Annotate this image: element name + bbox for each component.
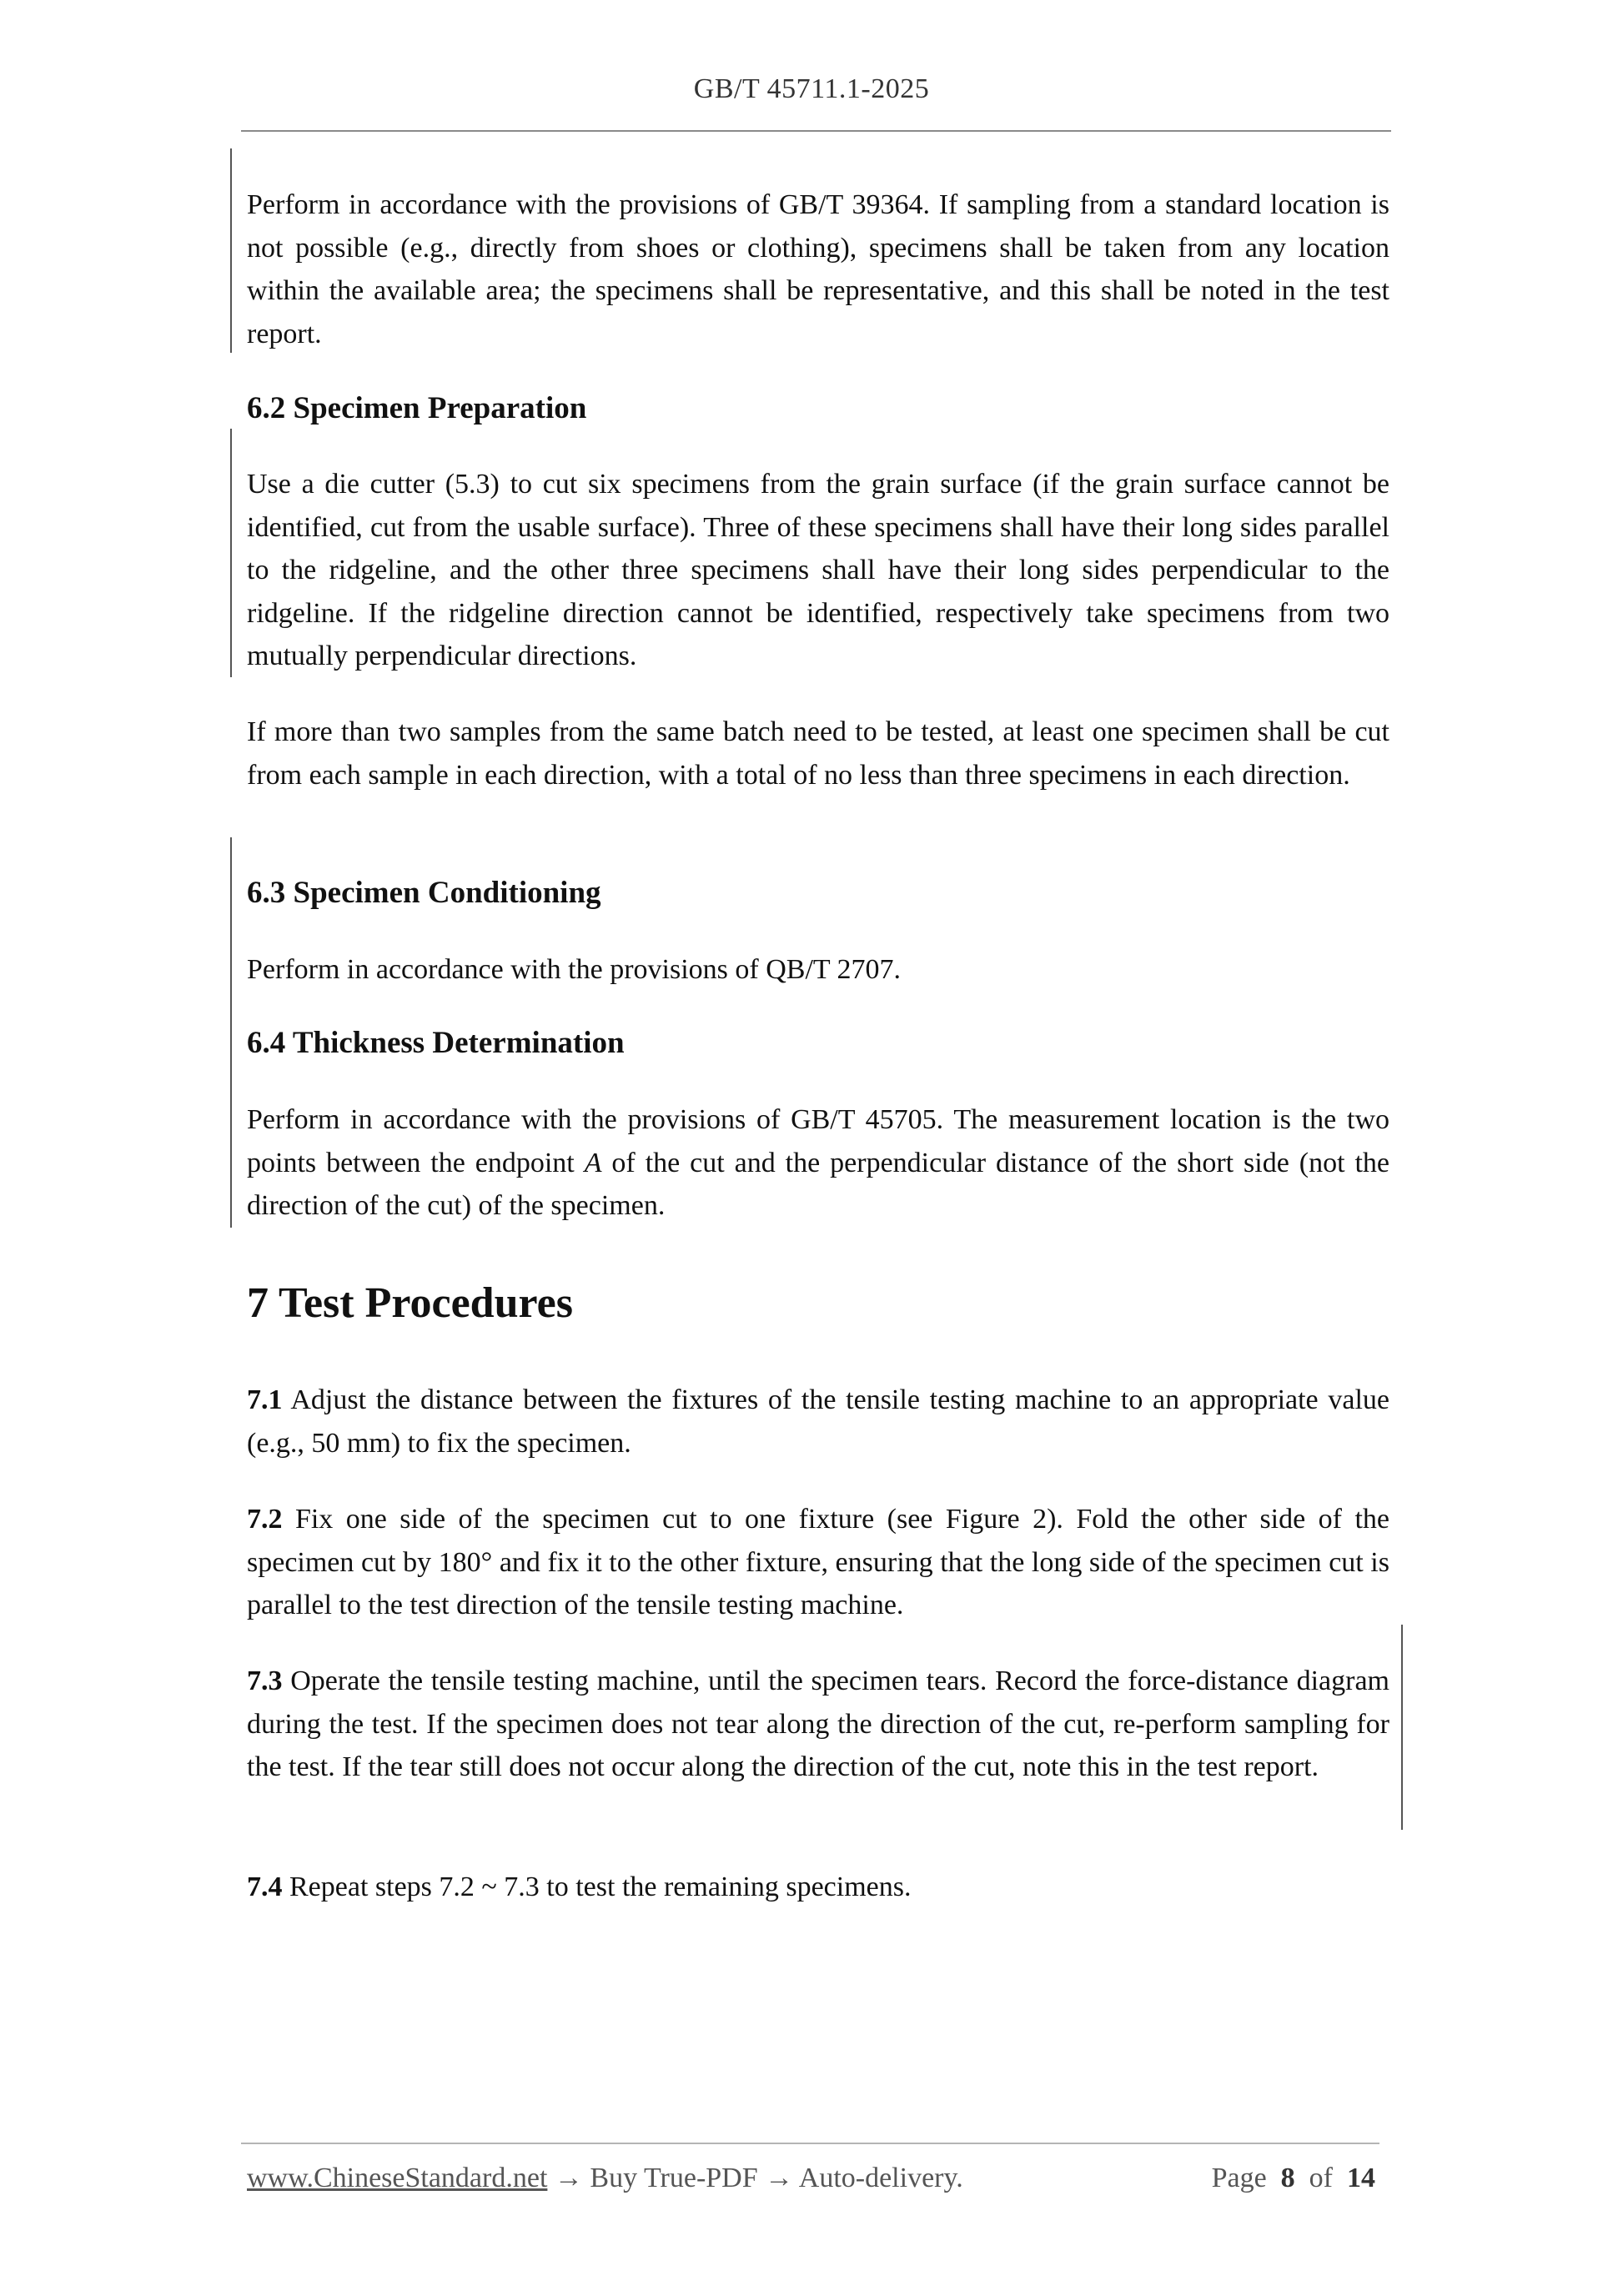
site-link[interactable]: www.ChineseStandard.net (247, 2163, 548, 2193)
buy-pdf-text: Buy True-PDF (590, 2163, 758, 2193)
footer-divider (241, 2143, 1379, 2144)
change-bar (230, 148, 232, 353)
section-heading-6-2: 6.2 Specimen Preparation (247, 391, 587, 425)
step-7-2 (247, 1498, 1389, 1627)
step-7-3 (247, 1660, 1389, 1789)
change-bar (230, 837, 232, 1228)
of-label: of (1309, 2163, 1333, 2193)
page-number: 8 (1280, 2163, 1295, 2193)
step-7-4 (247, 1866, 1389, 1909)
thickness-text-start: Perform in accordance with the provisions of GB/T 45705. The measurement location is the two points between the endpoint (247, 1104, 1389, 1178)
arrow-right-icon: → (547, 2163, 590, 2193)
page-total: 14 (1347, 2163, 1375, 2193)
page-label: Page (1211, 2163, 1267, 2193)
step-text: Repeat steps 7.2 ~ 7.3 to test the remaining specimens. (282, 1871, 912, 1902)
step-text: Fix one side of the specimen cut to one fixture (see Figure 2). Fold the other side of the specimen cut by 180° and fix it to the other fixture, ensuring that the long side of the specimen cut is parallel to the test direction of the tensile testing machine. (247, 1504, 1389, 1620)
arrow-right-icon: → (757, 2163, 799, 2193)
step-number: 7.3 (247, 1665, 283, 1696)
step-text: Adjust the distance between the fixtures of the tensile testing machine to an appropriate value (e.g., 50 mm) to fix the specimen. (247, 1384, 1389, 1459)
paragraph-batch-samples: If more than two samples from the same batch need to be tested, at least one specimen shall be cut from each sample in each direction, with a total of no less than three specimens in each direction. (247, 716, 1389, 791)
footer-promo (247, 2163, 963, 2194)
paragraph-conditioning: Perform in accordance with the provisions of QB/T 2707. (247, 954, 902, 985)
section-heading-6-3: 6.3 Specimen Conditioning (247, 876, 601, 910)
change-bar (230, 429, 232, 677)
auto-delivery-text: Auto-delivery. (798, 2163, 963, 2193)
step-number: 7.1 (247, 1384, 283, 1415)
paragraph-specimen-preparation: Use a die cutter (5.3) to cut six specimens from the grain surface (if the grain surface cannot be identified, cut from the usable surface). Three of these specimens shall have their long sides parallel to the ridgeline, and the other three specimens shall have their long sides perpendicular to the ridgeline. If the ridgeline direction cannot be identified, respectively take specimens from two mutually perpendicular directions. (247, 469, 1389, 671)
step-number: 7.2 (247, 1504, 283, 1535)
change-bar (1401, 1625, 1403, 1830)
step-7-1 (247, 1379, 1389, 1465)
endpoint-variable: A (584, 1147, 602, 1178)
paragraph-thickness (247, 1098, 1389, 1228)
step-number: 7.4 (247, 1871, 283, 1902)
section-heading-7: 7 Test Procedures (247, 1279, 573, 1327)
section-heading-6-4: 6.4 Thickness Determination (247, 1026, 625, 1060)
header-divider (241, 130, 1391, 132)
paragraph-sampling: Perform in accordance with the provisions of GB/T 39364. If sampling from a standard location is not possible (e.g., directly from shoes or clothing), specimens shall be taken from any location within the available area; the specimens shall be representative, and this shall be noted in the test report. (247, 189, 1389, 349)
step-text: Operate the tensile testing machine, until the specimen tears. Record the force-distance diagram during the test. If the specimen does not tear along the direction of the cut, re-perform sampling for the test. If the tear still does not occur along the direction of the cut, note this in the test report. (247, 1665, 1389, 1782)
page-indicator (1212, 2163, 1375, 2194)
thickness-text-end: of the cut and the perpendicular distance of the short side (not the direction of the cut) of the specimen. (247, 1147, 1389, 1221)
document-code: GB/T 45711.1-2025 (693, 73, 930, 104)
